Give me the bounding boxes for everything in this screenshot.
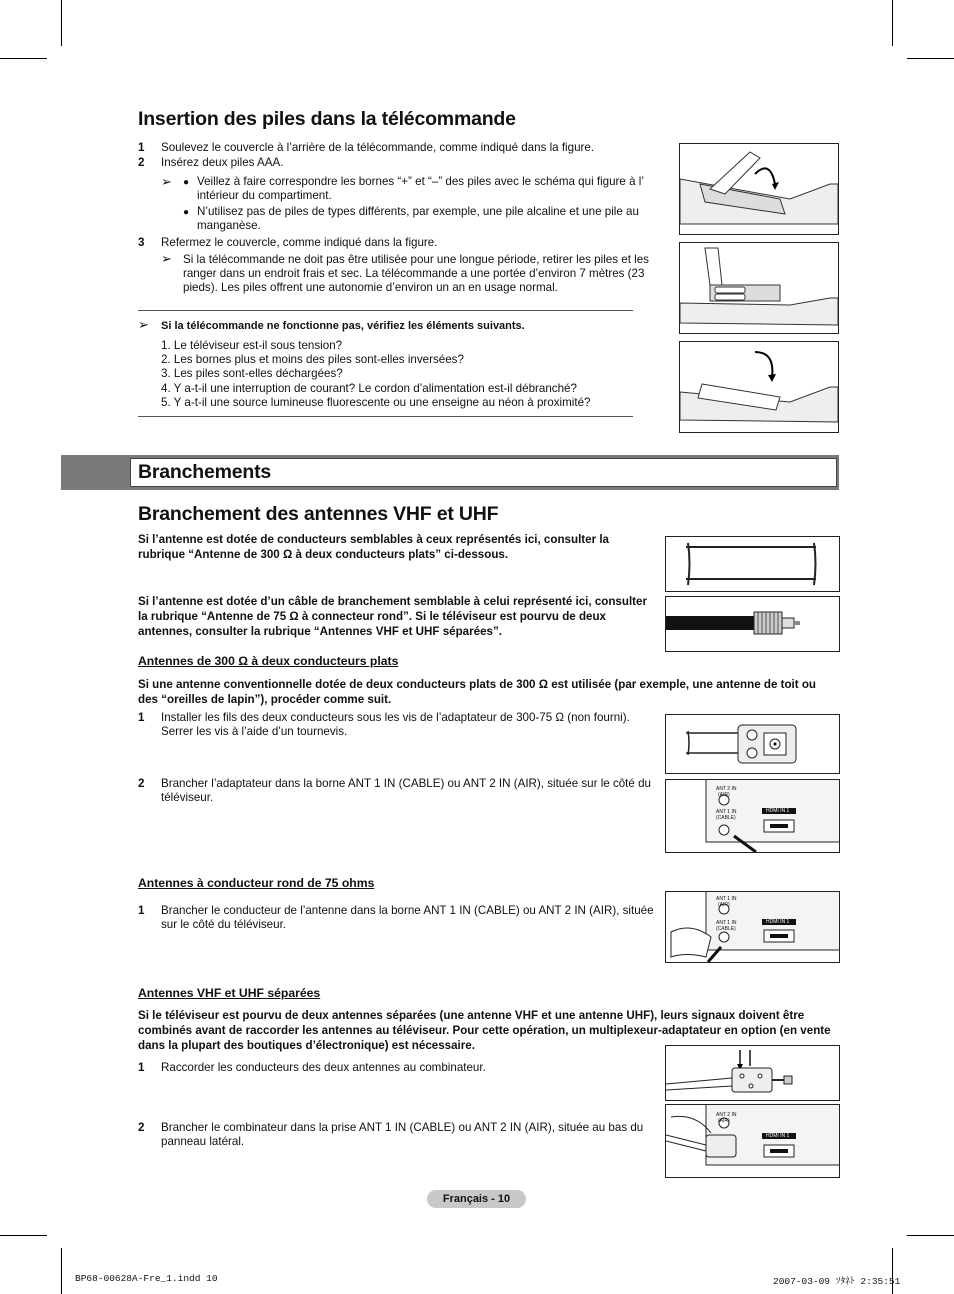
step-number: 1	[138, 904, 145, 917]
step-text: sur le côté du téléviseur.	[161, 918, 287, 931]
intro-text: Si l’antenne est dotée d’un câble de branchement semblable à celui représenté ici, consulter	[138, 595, 647, 608]
intro-text: la rubrique “Antenne de 75 Ω à connecteur rond”. Si le téléviseur est pourvu de deux	[138, 610, 607, 623]
port-label: ANT 1 IN	[716, 896, 737, 902]
crop-mark	[907, 58, 954, 59]
port-label: ANT 2 IN	[716, 786, 737, 792]
check-item: 5. Y a-t-il une source lumineuse fluorescente ou une enseigne au néon à proximité?	[161, 396, 591, 409]
port-label: (CABLE)	[716, 815, 736, 821]
crop-mark	[892, 0, 893, 46]
step-number: 2	[138, 156, 145, 169]
step-number: 3	[138, 236, 145, 249]
step-number: 2	[138, 1121, 145, 1134]
note-arrow-icon: ➢	[161, 251, 172, 266]
note-text: Si la télécommande ne doit pas être utilisée pour une longue période, retirer les piles et les	[183, 253, 649, 266]
step-text: Brancher le conducteur de l’antenne dans la borne ANT 1 IN (CABLE) ou ANT 2 IN (AIR), située	[161, 904, 654, 917]
port-label: (AIR)	[718, 1118, 730, 1124]
tv-side-panel-figure	[665, 779, 840, 853]
band-title: Branchements	[138, 461, 272, 483]
check-item: 1. Le téléviseur est-il sous tension?	[161, 339, 343, 352]
check-item: 3. Les piles sont-elles déchargées?	[161, 367, 343, 380]
step-number: 1	[138, 141, 145, 154]
crop-mark	[0, 58, 47, 59]
port-label: (AIR)	[718, 792, 730, 798]
check-item: 4. Y a-t-il une interruption de courant? Le cordon d’alimentation est-il débranché?	[161, 382, 577, 395]
section-title-batteries: Insertion des piles dans la télécommande	[138, 108, 516, 130]
bullet-icon: ●	[183, 177, 190, 188]
bullet-text: Veillez à faire correspondre les bornes “+” et “–” des piles avec le schéma qui figure à l’	[197, 175, 644, 188]
bullet-text: N’utilisez pas de piles de types différents, par exemple, une pile alcaline et une pile au	[197, 205, 639, 218]
lead-text: combinés avant de raccorder les antennes au téléviseur. Pour cette opération, un multiplexeur-adaptateur en option (en vente	[138, 1024, 831, 1037]
page-number-badge: Français - 10	[427, 1190, 526, 1208]
combiner-connect-figure	[665, 1104, 840, 1178]
lead-text: Si une antenne conventionnelle dotée de deux conducteurs plats de 300 Ω est utilisée (par exemple, une antenne de toit ou	[138, 678, 817, 691]
port-label: HDMI IN 1	[766, 808, 790, 814]
step-text: panneau latéral.	[161, 1135, 245, 1148]
crop-mark	[0, 1235, 47, 1236]
port-label: HDMI IN 1	[766, 919, 790, 925]
port-label: (CABLE)	[716, 926, 736, 932]
crop-mark	[892, 1248, 893, 1294]
divider	[138, 416, 633, 417]
remote-close-cover-figure	[679, 341, 839, 433]
step-text: Brancher l’adaptateur dans la borne ANT 1 IN (CABLE) ou ANT 2 IN (AIR), située sur le côté du	[161, 777, 651, 790]
bullet-text: intérieur du compartiment.	[197, 189, 332, 202]
section-title-antennas: Branchement des antennes VHF et UHF	[138, 503, 499, 525]
step-text: Soulevez le couvercle à l’arrière de la télécommande, comme indiqué dans la figure.	[161, 141, 595, 154]
step-text: Insérez deux piles AAA.	[161, 156, 284, 169]
intro-text: rubrique “Antenne de 300 Ω à deux conducteurs plats” ci-dessous.	[138, 548, 509, 561]
divider	[138, 310, 633, 311]
port-label: ANT 2 IN	[716, 1112, 737, 1118]
coax-connect-figure	[665, 891, 840, 963]
step-text: Installer les fils des deux conducteurs sous les vis de l’adaptateur de 300-75 Ω (non fourni).	[161, 711, 630, 724]
step-text: Brancher le combinateur dans la prise ANT 1 IN (CABLE) ou ANT 2 IN (AIR), située au bas du	[161, 1121, 644, 1134]
port-label: ANT 1 IN	[716, 809, 737, 815]
note-text: pieds). Les piles offrent une autonomie d’environ un an en usage normal.	[183, 281, 558, 294]
port-label: (AIR)	[718, 902, 730, 908]
adapter-figure	[665, 714, 840, 774]
step-number: 1	[138, 711, 145, 724]
remote-insert-batteries-figure	[679, 242, 839, 334]
crop-mark	[907, 1235, 954, 1236]
remote-open-cover-figure	[679, 143, 839, 235]
bullet-icon: ●	[183, 207, 190, 218]
check-title: Si la télécommande ne fonctionne pas, vérifiez les éléments suivants.	[161, 320, 525, 332]
print-slug-right: 2007-03-09 ｿﾀﾈﾄ 2:35:51	[773, 1276, 901, 1287]
step-text: téléviseur.	[161, 791, 214, 804]
crop-mark	[61, 0, 62, 46]
twin-lead-figure	[665, 536, 840, 592]
note-arrow-icon: ➢	[161, 174, 172, 189]
intro-text: antennes, consulter la rubrique “Antennes VHF et UHF séparées”.	[138, 625, 503, 638]
step-number: 1	[138, 1061, 145, 1074]
step-number: 2	[138, 777, 145, 790]
check-item: 2. Les bornes plus et moins des piles sont-elles inversées?	[161, 353, 464, 366]
lead-text: Si le téléviseur est pourvu de deux antennes séparées (une antenne VHF et une antenne UHF), leurs signaux doivent être	[138, 1009, 805, 1022]
subsection-heading: Antennes à conducteur rond de 75 ohms	[138, 876, 375, 890]
crop-mark	[61, 1248, 62, 1294]
subsection-heading: Antennes VHF et UHF séparées	[138, 986, 321, 1000]
note-arrow-icon: ➢	[138, 317, 149, 332]
bullet-text: manganèse.	[197, 219, 261, 232]
subsection-heading: Antennes de 300 Ω à deux conducteurs plats	[138, 654, 399, 668]
step-text: Serrer les vis à l’aide d’un tournevis.	[161, 725, 348, 738]
combiner-figure	[665, 1045, 840, 1101]
print-slug-left: BP68-00628A-Fre_1.indd 10	[75, 1273, 218, 1284]
note-text: ranger dans un endroit frais et sec. La télécommande a une portée d’environ 7 mètres (23	[183, 267, 645, 280]
lead-text: dans la plupart des boutiques d’électronique) est nécessaire.	[138, 1039, 475, 1052]
port-label: HDMI IN 1	[766, 1133, 790, 1139]
step-text: Refermez le couvercle, comme indiqué dans la figure.	[161, 236, 438, 249]
intro-text: Si l’antenne est dotée de conducteurs semblables à ceux représentés ici, consulter la	[138, 533, 610, 546]
step-text: Raccorder les conducteurs des deux antennes au combinateur.	[161, 1061, 486, 1074]
port-label: ANT 1 IN	[716, 920, 737, 926]
lead-text: des “oreilles de lapin”), procéder comme suit.	[138, 693, 392, 706]
coax-cable-figure	[665, 596, 840, 652]
